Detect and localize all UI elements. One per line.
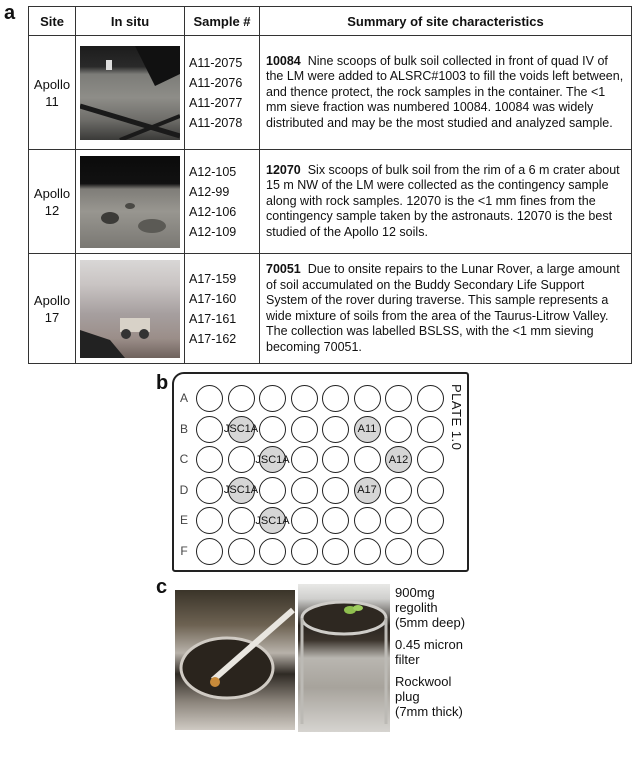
summary-sample-id: 12070 (266, 162, 301, 177)
header-sample-number: Sample # (185, 7, 260, 36)
samples-cell (185, 36, 260, 150)
empty-well (354, 507, 381, 534)
empty-well (385, 477, 412, 504)
empty-well (354, 385, 381, 412)
table-row (29, 36, 632, 150)
panel-label-a: a (4, 2, 16, 24)
empty-well (291, 416, 318, 443)
empty-well (196, 385, 223, 412)
summary-text: Due to onsite repairs to the Lunar Rover, a large amount of soil accumulated on the Buddy Secondary Life Support System of the rover during traverse. This sample represents a wide mixture of soils from the area of the Taurus-Litrow Valley. The collection was labelled BSLSS, with the <1 mm sieving becoming 70051. (266, 262, 620, 354)
plate-row-label: F (180, 543, 188, 558)
well-label: A17 (357, 484, 377, 496)
samples-cell (185, 254, 260, 364)
in-situ-photo-cell (76, 254, 185, 364)
regolith-note (395, 585, 485, 630)
panel-label-c: c (156, 576, 168, 598)
empty-well (417, 385, 444, 412)
summary-text: Six scoops of bulk soil from the rim of a 6 m crater about 15 m NW of the LM were collected as the contingency sample along with rock samples. 12070 is the <1 mm fines from the contingency sample taken by the astronauts. 12070 is the best studied of the Apollo 12 soils. (266, 162, 620, 239)
sample-id: A12-99 (189, 184, 230, 199)
empty-well (259, 538, 286, 565)
empty-well (322, 477, 349, 504)
apollo-11-site-photo (80, 46, 180, 140)
empty-well (354, 538, 381, 565)
plate-row-label: E (179, 513, 188, 527)
site-number: 12 (44, 202, 60, 218)
sample-id: A11-2075 (189, 55, 243, 70)
note-line: (7mm thick) (395, 704, 463, 719)
empty-well (259, 385, 286, 412)
table-header-row (29, 7, 632, 36)
table-row (29, 150, 632, 254)
site-cell (29, 150, 76, 254)
empty-well (417, 507, 444, 534)
header-site: Site (29, 7, 76, 36)
plate-row-label: C (179, 452, 189, 466)
well-label: JSC1A (255, 514, 290, 527)
well-label: A11 (357, 423, 377, 435)
note-line: filter (395, 652, 420, 667)
empty-well (322, 507, 349, 534)
pipette-well-photo (175, 590, 295, 730)
sample-id: A17-160 (189, 291, 237, 306)
empty-well (385, 538, 412, 565)
in-situ-photo-cell (76, 150, 185, 254)
site-name: Apollo (33, 292, 71, 308)
empty-well (417, 538, 444, 565)
note-line: 900mg (395, 585, 435, 600)
summary-sample-id: 10084 (266, 53, 301, 68)
site-cell (29, 36, 76, 150)
note-line: 0.45 micron (395, 637, 463, 652)
plant-well-photo (298, 584, 390, 732)
empty-well (322, 446, 349, 473)
empty-well (385, 416, 412, 443)
sample-id: A11-2078 (189, 115, 243, 130)
site-name: Apollo (33, 76, 71, 92)
plate-row-label: A (179, 391, 188, 405)
plate-label: PLATE 1.0 (449, 384, 464, 451)
sample-id: A12-106 (189, 204, 237, 219)
empty-well (228, 507, 255, 534)
well-label: JSC1A (223, 484, 259, 496)
empty-well (228, 446, 255, 473)
sample-id: A17-161 (189, 311, 237, 326)
summary-cell (260, 36, 632, 150)
rockwool-note (395, 674, 485, 719)
empty-well (322, 416, 349, 443)
sample-id: A12-109 (189, 224, 237, 239)
empty-well (228, 538, 255, 565)
empty-well (322, 538, 349, 565)
note-line: plug (395, 689, 420, 704)
header-summary: Summary of site characteristics (260, 7, 632, 36)
in-situ-photo-cell (76, 36, 185, 150)
site-cell (29, 254, 76, 364)
summary-cell (260, 150, 632, 254)
empty-well (291, 477, 318, 504)
samples-cell (185, 150, 260, 254)
well-label: JSC1A (255, 453, 290, 466)
empty-well (291, 385, 318, 412)
summary-sample-id: 70051 (266, 262, 301, 276)
apollo-17-site-photo (80, 260, 180, 358)
empty-well (291, 507, 318, 534)
empty-well (385, 507, 412, 534)
summary-cell (260, 254, 632, 364)
note-line: Rockwool (395, 674, 452, 689)
well-label: A12 (388, 453, 409, 466)
well-label: JSC1A (223, 423, 259, 435)
note-line: regolith (395, 600, 438, 615)
empty-well (417, 416, 444, 443)
empty-well (417, 477, 444, 504)
sample-id: A17-159 (189, 271, 237, 286)
site-summary-table (28, 6, 632, 364)
empty-well (196, 446, 223, 473)
site-name: Apollo (33, 185, 71, 201)
note-line: (5mm deep) (395, 615, 466, 630)
site-number: 17 (44, 309, 60, 325)
sample-id: A12-105 (189, 164, 237, 179)
header-in-situ: In situ (76, 7, 185, 36)
empty-well (259, 416, 286, 443)
empty-well (196, 538, 223, 565)
empty-well (259, 477, 286, 504)
empty-well (385, 385, 412, 412)
empty-well (196, 507, 223, 534)
empty-well (196, 416, 223, 443)
empty-well (228, 385, 255, 412)
sample-id: A11-2077 (189, 95, 243, 110)
site-number: 11 (45, 93, 59, 109)
apollo-12-site-photo (80, 156, 180, 248)
plate-row-label: B (179, 421, 188, 436)
plate-row-label: D (179, 482, 189, 497)
empty-well (291, 446, 318, 473)
filter-note (395, 637, 485, 667)
empty-well (196, 477, 223, 504)
empty-well (354, 446, 381, 473)
well-layer-notes (395, 585, 485, 726)
empty-well (291, 538, 318, 565)
panel-label-b: b (156, 372, 169, 394)
sample-id: A11-2076 (189, 75, 243, 90)
empty-well (417, 446, 444, 473)
table-row (29, 254, 632, 364)
summary-text: Nine scoops of bulk soil collected in front of quad IV of the LM were added to ALSRC#1003 to fill the voids left between, and thence protect, the rock samples in the container. The <1 mm sieve fraction was numbered 10084. 10084 was widely distributed and may be the most studied and analyzed sample. (266, 53, 624, 130)
sample-id: A17-162 (189, 331, 237, 346)
empty-well (322, 385, 349, 412)
